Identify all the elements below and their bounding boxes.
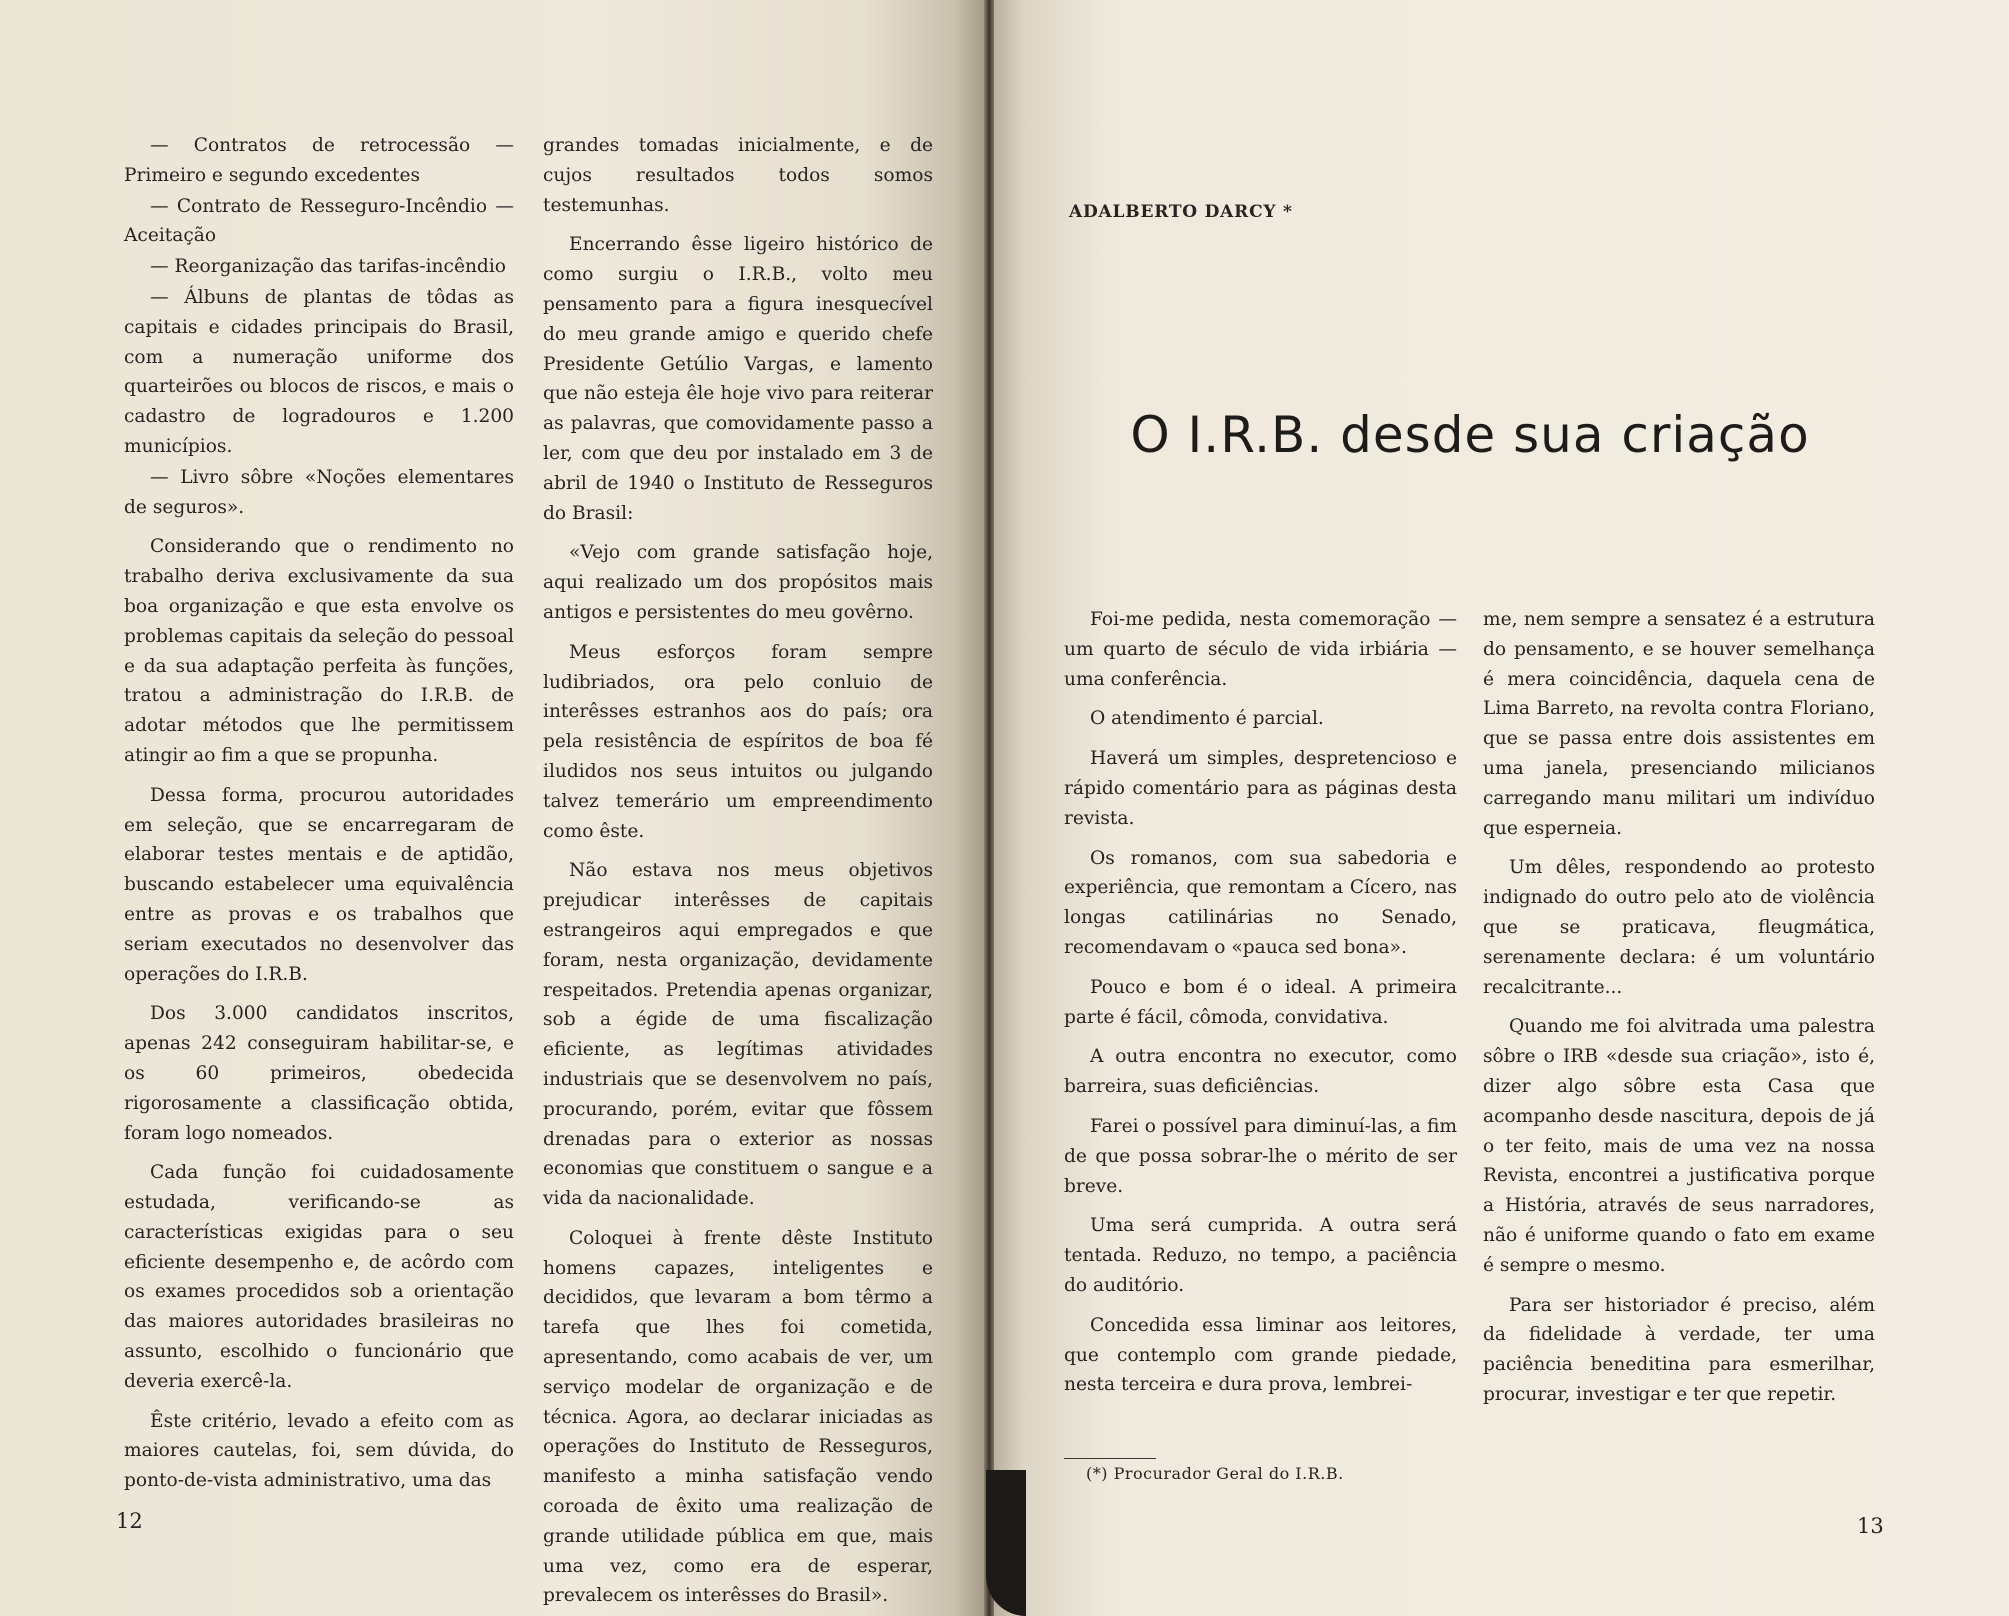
paragraph: Dos 3.000 candidatos inscritos, apenas 242 conseguiram habilitar-se, e os 60 primeiros, obedecida rigorosamente a classificação obtida, foram logo nomeados. [124,1003,514,1144]
paragraph: Considerando que o rendimento no trabalho deriva exclusivamente da sua boa organização e que esta envolve os problemas capitais da seleção do pessoal e da sua adaptação perfeita às funções, tratou a administração do I.R.B. de adotar métodos que lhe permitissem atingir ao fim a que se propunha. [124,536,514,766]
right-page-column-2 [1483,605,1875,1420]
paragraph: Meus esforços foram sempre ludibriados, ora pelo conluio de interêsses estranhos aos do país; ora pela resistência de espíritos de boa fé iludidos nos seus intuitos ou julgando talvez temerário um empreendimento como êste. [543,641,933,842]
paragraph: grandes tomadas inicialmente, e de cujos resultados todos somos testemunhas. [543,135,933,216]
paragraph: Encerrando êsse ligeiro histórico de como surgiu o I.R.B., volto meu pensamento para a figura inesquecível do meu grande amigo e querido chefe Presidente Getúlio Vargas, e lamento que não esteja êle hoje vivo para reiterar as palavras, que comovidamente passo a ler, com que deu por instalado em 3 de abril de 1940 o Instituto de Resseguros do Brasil: [543,234,933,524]
paragraph: «Vejo com grande satisfação hoje, aqui realizado um dos propósitos mais antigos e persistentes do meu govêrno. [543,542,933,623]
footnote-rule [1064,1458,1156,1459]
book-gutter [984,0,994,1616]
page-number: 13 [1857,1514,1884,1538]
paragraph: Não estava nos meus objetivos prejudicar interêsses de capitais estrangeiros aqui empregados e que foram, nesta organização, devidamente respeitados. Pretendia apenas organizar, sob a égide de uma fiscalização eficiente, as legítimas atividades industriais que se desenvolvem no país, procurando, porém, evitar que fôssem drenadas para o exterior as nossas economias que constituem o sangue e a vida da nacionalidade. [543,860,933,1210]
paragraph: A outra encontra no executor, como barreira, suas deficiências. [1064,1046,1457,1098]
paragraph: Uma será cumprida. A outra será tentada. Reduzo, no tempo, a paciência do auditório. [1064,1215,1457,1296]
paragraph: Coloquei à frente dêste Instituto homens capazes, inteligentes e decididos, que levaram a bom têrmo a tarefa que lhes foi cometida, apresentando, como acabais de ver, um serviço modelar de organização e de técnica. Agora, ao declarar iniciadas as operações do Instituto de Resseguros, manifesto a minha satisfação vendo coroada de êxito uma realização de grande utilidade pública em que, mais uma vez, como era de esperar, prevalecem os interêsses do Brasil». [543,1227,933,1607]
paragraph: Dessa forma, procurou autoridades em seleção, que se encarregaram de elaborar testes mentais e de aptidão, buscando estabelecer uma equivalência entre as provas e os trabalhos que seriam executados no desenvolver das operações do I.R.B. [124,784,514,985]
page-number: 12 [116,1509,143,1533]
paragraph: me, nem sempre a sensatez é a estrutura do pensamento, e se houver semelhança é mera coincidência, daquela cena de Lima Barreto, na revolta contra Floriano, que se passa entre dois assistentes em uma janela, presenciando milicianos carregando manu militari um indivíduo que esperneia. [1483,609,1875,839]
paragraph: O atendimento é parcial. [1090,708,1324,730]
paragraph: Quando me foi alvitrada uma palestra sôbre o IRB «desde sua criação», isto é, dizer algo sôbre esta Casa que acompanho desde nascitura, depois de já o ter feito, mais de uma vez na nossa Revista, encontrei a justificativa porque a História, através de seus narradores, não é uniforme quando o fato em exame é sempre o mesmo. [1483,1016,1875,1276]
paragraph: Haverá um simples, despretencioso e rápido comentário para as páginas desta revista. [1064,748,1457,829]
paragraph: — Contratos de retrocessão — Primeiro e segundo excedentes [124,135,514,186]
paragraph: Farei o possível para diminuí-las, a fim de que possa sobrar-lhe o mérito de ser breve. [1064,1115,1457,1197]
left-page-column-2 [543,131,933,1616]
right-page [994,0,2009,1616]
article-title: O I.R.B. desde sua criação [1130,406,1810,464]
paragraph: Concedida essa liminar aos leitores, que contemplo com grande piedade, nesta terceira e dura prova, lembrei- [1064,1314,1457,1396]
paragraph: Êste critério, levado a efeito com as maiores cautelas, foi, sem dúvida, do ponto-de-vista administrativo, uma das [124,1410,514,1492]
paragraph [1064,844,1457,963]
paragraph: Para ser historiador é preciso, além da fidelidade à verdade, ter uma paciência beneditina para esmerilhar, procurar, investigar e ter que repetir. [1483,1294,1875,1405]
paragraph: Um dêles, respondendo ao protesto indignado do outro pelo ato de violência que se praticava, fleugmática, serenamente declara: é um voluntário recalcitrante... [1483,857,1875,998]
binding-shadow [986,1470,1026,1616]
paragraph: Foi-me pedida, nesta comemoração — um quarto de século de vida irbiária — uma conferência. [1064,609,1457,690]
paragraph: — Reorganização das tarifas-incêndio [150,256,506,278]
paragraph: — Livro sôbre «Noções elementares de seguros». [124,466,514,518]
paragraph: Pouco e bom é o ideal. A primeira parte é fácil, cômoda, convidativa. [1064,976,1457,1028]
left-page-column-1 [124,131,514,1506]
paragraph: Cada função foi cuidadosamente estudada, verificando-se as características exigidas para o seu eficiente desempenho e, de acôrdo com os exames procedidos sob a orientação das maiores autoridades brasileiras no assunto, escolhido o funcionário que deveria exercê-la. [124,1162,514,1392]
left-page [0,0,984,1616]
author-name: ADALBERTO DARCY * [1069,202,1293,222]
text-span: Os romanos, com sua sabedoria e experiência, que remontam a Cícero, nas longas catilinárias no Senado, recomendavam o «pauca sed bona». [1064,847,1457,958]
right-page-column-1 [1064,605,1457,1410]
paragraph: — Álbuns de plantas de tôdas as capitais e cidades principais do Brasil, com a numeração uniforme dos quarteirões ou blocos de riscos, e mais o cadastro de logradouros e 1.200 municípios. [124,286,514,457]
paragraph: — Contrato de Resseguro-Incêndio — Aceitação [124,195,514,247]
footnote: (*) Procurador Geral do I.R.B. [1086,1464,1344,1483]
